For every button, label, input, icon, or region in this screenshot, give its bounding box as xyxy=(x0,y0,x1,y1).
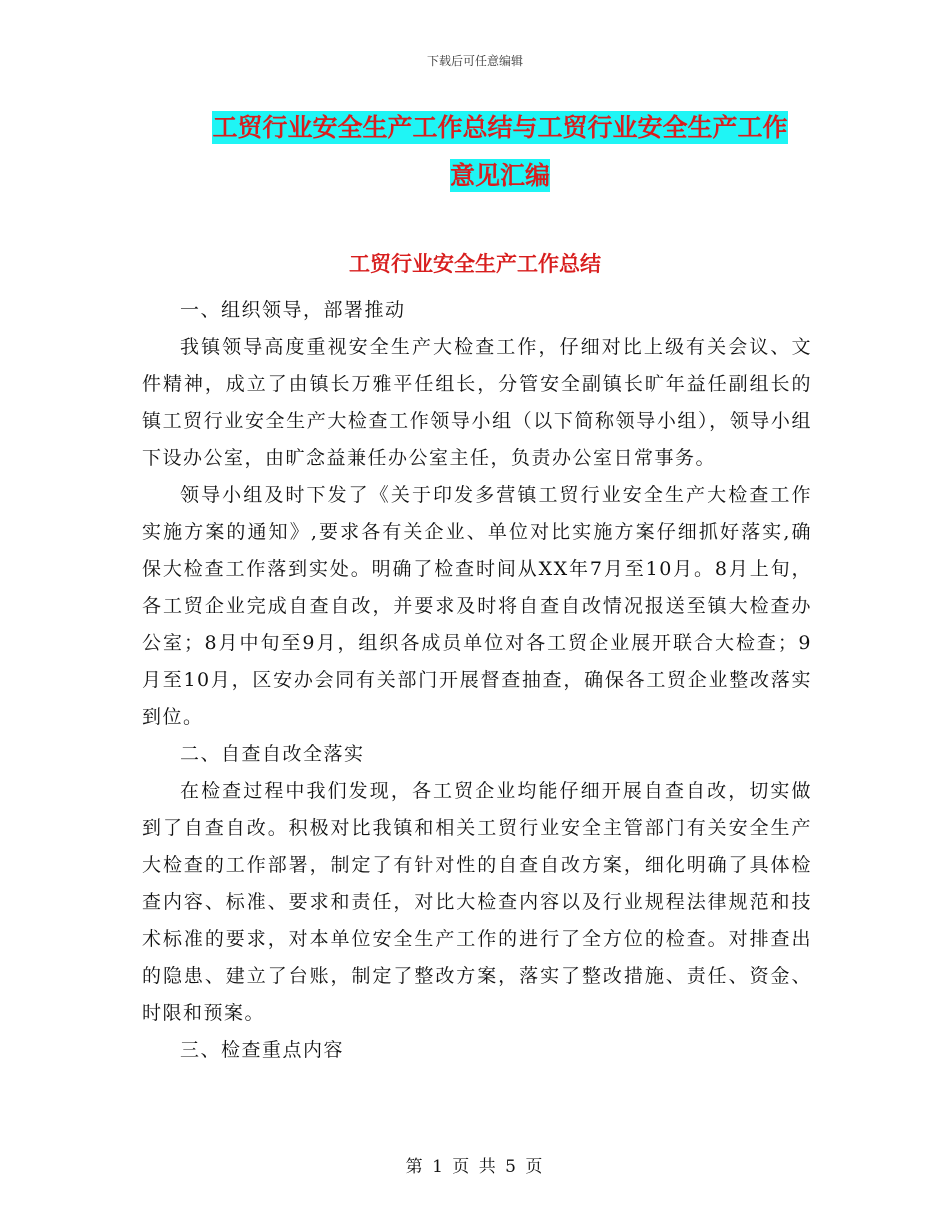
document-title xyxy=(180,104,820,200)
body-text xyxy=(142,292,812,1069)
heading-self-check: 二、自查自改全落实 xyxy=(180,743,365,765)
heading-key-content: 三、检查重点内容 xyxy=(180,1039,345,1061)
paragraph: 领导小组及时下发了《关于印发多营镇工贸行业安全生产大检查工作实施方案的通知》,要求各有关企业、单位对比实施方案仔细抓好落实,确保大检查工作落到实处。明确了检查时间从XX年7月至10月。8月上旬，各工贸企业完成自查自改，并要求及时将自查自改情况报送至镇大检查办公室；8月中旬至9月，组织各成员单位对各工贸企业展开联合大检查；9月至10月，区安办会同有关部门开展督查抽查，确保各工贸企业整改落实到位。 xyxy=(142,484,812,728)
document-title-line-2: 意见汇编 xyxy=(449,161,550,190)
section-title: 工贸行业安全生产工作总结 xyxy=(349,252,601,276)
paragraph: 在检查过程中我们发现，各工贸企业均能仔细开展自查自改，切实做到了自查自改。积极对比我镇和相关工贸行业安全主管部门有关安全生产大检查的工作部署，制定了有针对性的自查自改方案，细化明确了具体检查内容、标准、要求和责任，对比大检查内容以及行业规程法律规范和技术标准的要求，对本单位安全生产工作的进行了全方位的检查。对排查出的隐患、建立了台账，制定了整改方案，落实了整改措施、责任、资金、时限和预案。 xyxy=(142,780,812,1024)
paragraph: 我镇领导高度重视安全生产大检查工作，仔细对比上级有关会议、文件精神，成立了由镇长万雅平任组长，分管安全副镇长旷年益任副组长的镇工贸行业安全生产大检查工作领导小组（以下简称领导小组），领导小组下设办公室，由旷念益兼任办公室主任，负责办公室日常事务。 xyxy=(142,336,812,469)
header-note: 下载后可任意编辑 xyxy=(426,54,523,68)
heading-organization: 一、组织领导，部署推动 xyxy=(180,299,406,321)
page-number: 第 1 页 共 5 页 xyxy=(405,1157,545,1177)
document-title-line-1: 工贸行业安全生产工作总结与工贸行业安全生产工作 xyxy=(212,113,788,142)
